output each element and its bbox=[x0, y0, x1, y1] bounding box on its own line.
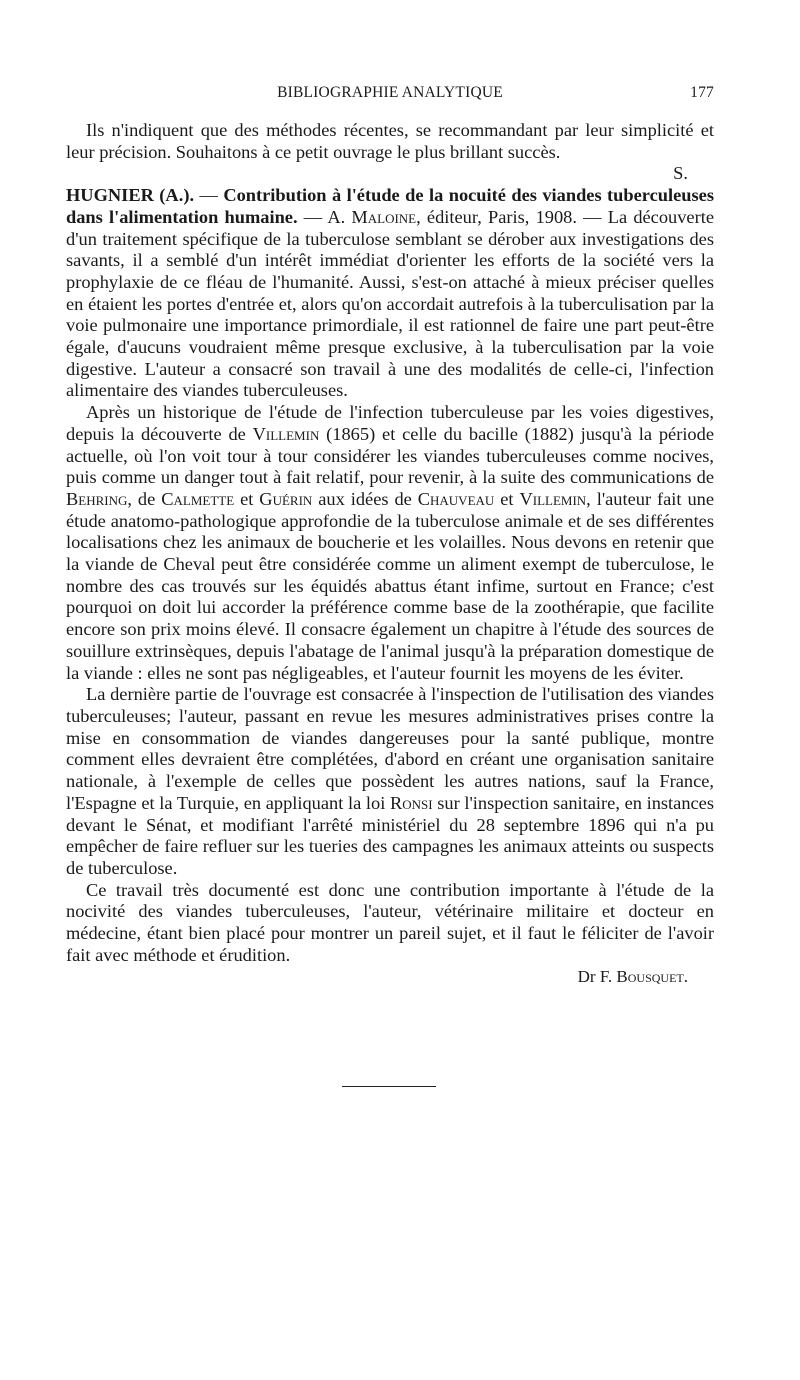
review-entry-heading bbox=[66, 185, 714, 402]
text-run: , l'auteur fait une étude anatomo-pathologique approfondie de la tuberculose animale et de ses différentes localisations chez les animaux de boucherie et les volailles. Nous devons en retenir que la viande de Cheval peut être considérée comme un aliment exempt de tuberculose, le nombre des cas trouvés sur les équidés abattus étant infime, surtout en France; c'est pourquoi on doit lui accorder la préférence comme base de la zoothérapie, que facilite encore son prix moins élevé. Il consacre également un chapitre à l'étude des sources de souillure extrinsèques, depuis l'abatage de l'animal jusqu'à la préparation domestique de la viande : elles ne sont pas négligeables, et l'auteur fournit les moyens de les éviter. bbox=[66, 488, 715, 683]
previous-review-end: Ils n'indiquent que des méthodes récentes, se recommandant par leur simplicité et leur précision. Souhaitons à ce petit ouvrage le plus brillant succès. bbox=[66, 120, 714, 162]
review-dash: — bbox=[194, 185, 224, 206]
text-run: (1865) et celle du bacille (1882) jusqu'à la période actuelle, où l'on voit tour à tour considérer les viandes tuberculeuses comme nocives, puis comme un danger tout à fait relatif, pour revenir, à la suite des communications de bbox=[66, 423, 714, 488]
review-paragraph-1: La découverte d'un traitement spécifique de la tuberculose semblant se dérober aux investigations des savants, il a semblé d'un intérêt immédiat d'orienter les efforts de la société vers la prophylaxie de ce fléau de l'humanité. Aussi, s'est-on attaché à mieux préciser quelles en étaient les portes d'entrée et, alors qu'on accordait autrefois à la tuberculisation par la voie pulmonaire une importance primordiale, il est rationnel de faire une part peut-être égale, d'aucuns voudraient même presque exclusive, à la tuberculisation par la voie digestive. L'auteur a consacré son travail à une des modalités de celle-ci, l'infection alimentaire des viandes tuberculeuses. bbox=[66, 206, 714, 401]
body-text bbox=[66, 120, 714, 988]
text-run: et bbox=[494, 488, 520, 509]
running-head: BIBLIOGRAPHIE ANALYTIQUE bbox=[277, 84, 503, 101]
review-author: HUGNIER (A.). bbox=[66, 185, 195, 206]
person-name: Villemin bbox=[519, 488, 587, 509]
section-separator-rule bbox=[342, 1086, 436, 1087]
review-signature bbox=[66, 966, 714, 988]
previous-review-signature: S. bbox=[673, 163, 688, 184]
review-publisher: Maloine bbox=[351, 206, 417, 227]
text-run: et bbox=[234, 488, 260, 509]
text-run: La dernière partie de l'ouvrage est consacrée à l'inspection de l'utilisation des viandes tuberculeuses; l'auteur, passant en revue les mesures administratives prises contre la mise en consommation de viandes dangereuses pour la santé publique, montre comment elles devraient être complétées, d'abord en créant une organisation sanitaire nationale, à l'exemple de celles que possèdent les autres nations, sauf la France, l'Espagne et la Turquie, en appliquant la loi bbox=[66, 684, 714, 813]
text-run: , de bbox=[127, 488, 162, 509]
person-name: Behring bbox=[66, 488, 128, 509]
page-number: 177 bbox=[690, 84, 714, 101]
text-run: Après un historique de l'étude de l'infection tuberculeuse par les voies digestives, depuis la découverte de bbox=[66, 402, 714, 444]
review-title: Contribution à l'étude de la nocuité des viandes tuberculeuses dans l'alimentation humaine. bbox=[66, 185, 715, 227]
text-run: aux idées de bbox=[312, 488, 418, 509]
review-paragraph-3 bbox=[66, 684, 714, 879]
review-dash-publisher: — A. bbox=[297, 206, 352, 227]
journal-page bbox=[66, 84, 714, 988]
person-name: Calmette bbox=[161, 488, 235, 509]
review-publication-info: , éditeur, Paris, 1908. — bbox=[416, 206, 608, 227]
review-paragraph-2 bbox=[66, 402, 714, 684]
signature-name: Bousquet. bbox=[616, 967, 688, 987]
person-name: Chauveau bbox=[417, 488, 495, 509]
page-header bbox=[66, 84, 714, 110]
review-paragraph-4: Ce travail très documenté est donc une contribution importante à l'étude de la nocivité des viandes tuberculeuses, l'auteur, vétérinaire militaire et docteur en médecine, étant bien placé pour montrer un pareil sujet, et il faut le féliciter de l'avoir fait avec méthode et érudition. bbox=[66, 879, 714, 965]
person-name: Villemin bbox=[252, 423, 320, 444]
signature-prefix: Dr F. bbox=[577, 967, 617, 987]
person-name: Ronsi bbox=[389, 792, 433, 813]
text-run: sur l'inspection sanitaire, en instances devant le Sénat, et modifiant l'arrêté ministériel du 28 septembre 1896 qui n'a pu empêcher de faire refluer sur les tueries des campagnes les animaux atteints ou suspects de tuberculose. bbox=[66, 792, 714, 878]
person-name: Guérin bbox=[259, 488, 313, 509]
